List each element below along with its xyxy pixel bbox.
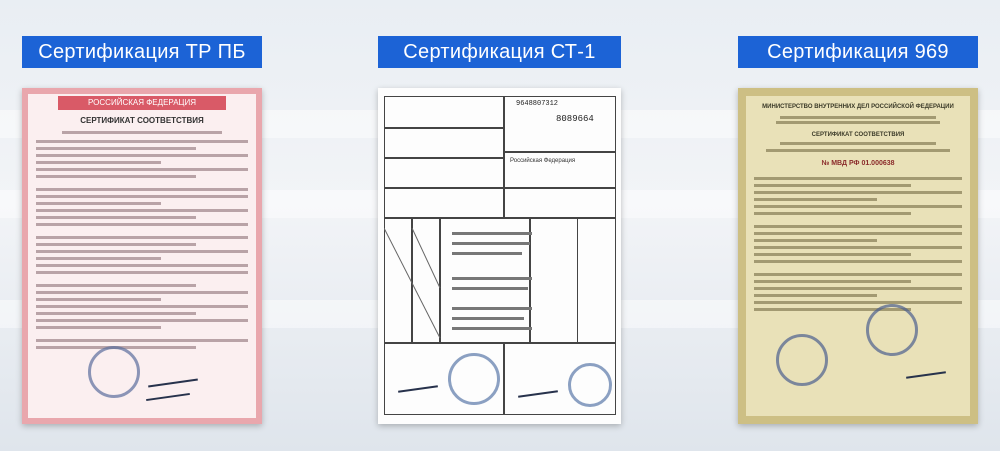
cert-number: № МВД РФ 01.000638 [821, 160, 895, 167]
seal-stamp-icon [776, 334, 828, 386]
tab-certification-tr-pb[interactable]: Сертификация ТР ПБ [22, 36, 262, 68]
tab-certification-st1[interactable]: Сертификация СТ-1 [378, 36, 621, 68]
cert-header: РОССИЙСКАЯ ФЕДЕРАЦИЯ [58, 96, 226, 110]
certificate-tr-pb-image [22, 88, 262, 424]
seal-stamp-icon [448, 353, 500, 405]
cert-title: СЕРТИФИКАТ СООТВЕТСТВИЯ [811, 132, 905, 138]
form-number: 9648807312 [516, 100, 559, 108]
seal-stamp-icon [568, 363, 612, 407]
diagonal-cross-lines [384, 228, 444, 343]
seal-stamp-icon [88, 346, 140, 398]
registration-number: 8089664 [556, 114, 594, 124]
cert-title: СЕРТИФИКАТ СООТВЕТСТВИЯ [80, 116, 204, 125]
seal-stamp-icon [866, 304, 918, 356]
country-label: Российская Федерация [510, 158, 576, 164]
tab-certification-969[interactable]: Сертификация 969 [738, 36, 978, 68]
cert-header: МИНИСТЕРСТВО ВНУТРЕННИХ ДЕЛ РОССИЙСКОЙ ФЕДЕРАЦИИ [762, 104, 954, 110]
certificate-st1-image [378, 88, 621, 424]
certificate-969-image [738, 88, 978, 424]
